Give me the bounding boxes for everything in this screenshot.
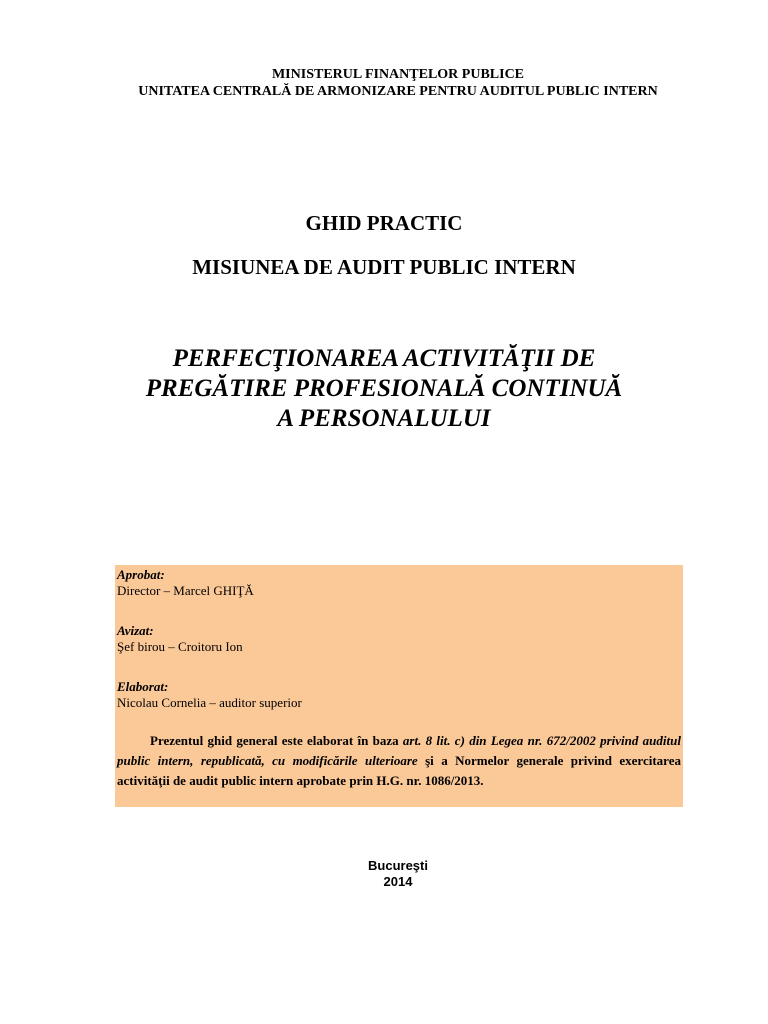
prepared-block — [117, 679, 302, 711]
subtitle-line-3: A PERSONALULUI — [277, 405, 491, 432]
unit-name: UNITATEA CENTRALĂ DE ARMONIZARE PENTRU AUDITUL PUBLIC INTERN — [138, 84, 658, 99]
endorsed-name: Şef birou – Croitoru Ion — [117, 639, 243, 654]
document-subtitle — [0, 344, 768, 434]
guide-title: GHID PRACTIC — [305, 211, 463, 235]
subtitle-line-2: PREGĂTIRE PROFESIONALĂ CONTINUĂ — [145, 375, 623, 402]
endorsed-label: Avizat: — [117, 623, 154, 638]
paragraph-law-reference: art. 8 lit. c) din Legea nr. 672/2002 privind auditul public intern, republicată, cu modificările ulterioare — [117, 733, 681, 768]
prepared-label: Elaborat: — [117, 679, 169, 694]
footer-city: Bucureşti — [368, 858, 428, 873]
ministry-name: MINISTERUL FINANŢELOR PUBLICE — [271, 67, 525, 82]
mission-title: MISIUNEA DE AUDIT PUBLIC INTERN — [192, 255, 576, 279]
approved-name: Director – Marcel GHIŢĂ — [117, 583, 254, 598]
document-footer — [0, 858, 768, 890]
legal-basis-paragraph — [117, 731, 681, 791]
paragraph-part-3: şi a Normelor generale privind exercitarea activităţii de audit public intern aprobate prin H.G. nr. 1086/2013. — [117, 753, 681, 788]
paragraph-part-1: Prezentul ghid general este elaborat în baza — [150, 733, 403, 748]
footer-year: 2014 — [383, 874, 413, 889]
prepared-name: Nicolau Cornelia – auditor superior — [117, 695, 302, 710]
approved-label: Aprobat: — [117, 567, 165, 582]
endorsed-block — [117, 623, 243, 655]
approval-box — [115, 565, 683, 807]
subtitle-line-1: PERFECŢIONAREA ACTIVITĂŢII DE — [172, 345, 596, 372]
approved-block — [117, 567, 254, 599]
document-header — [0, 66, 768, 100]
